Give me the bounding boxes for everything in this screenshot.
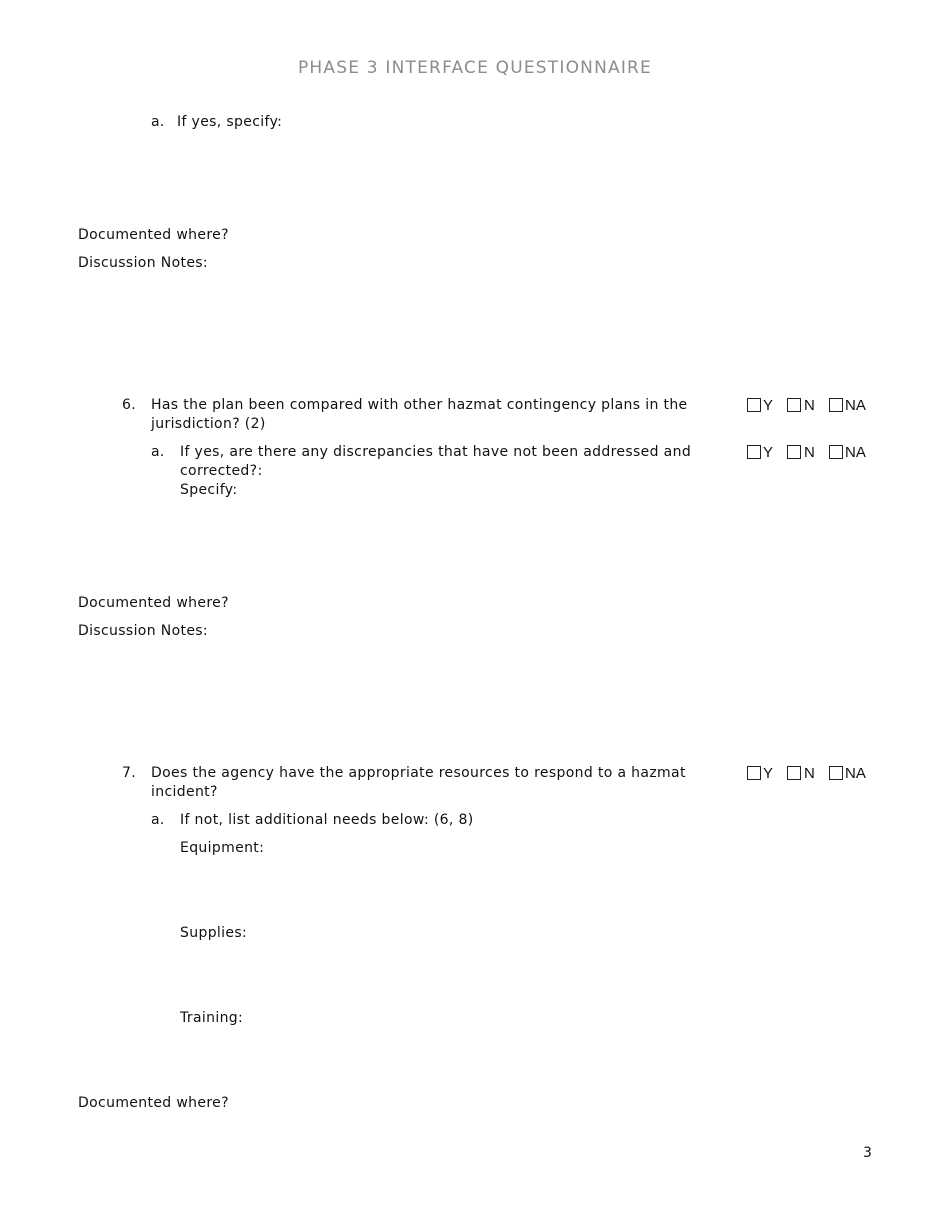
question-7a-marker: a. bbox=[151, 812, 165, 828]
q6-yes-checkbox[interactable] bbox=[747, 398, 761, 412]
q6a-no-label: N bbox=[804, 444, 815, 461]
q6a-na-checkbox[interactable] bbox=[829, 445, 843, 459]
question-6-number: 6. bbox=[121, 397, 136, 413]
question-7-number: 7. bbox=[121, 765, 136, 781]
item-5a-text: If yes, specify: bbox=[177, 114, 283, 130]
question-6a-text: If yes, are there any discrepancies that have not been addressed and corrected?: bbox=[180, 444, 692, 479]
q6-na-label: NA bbox=[845, 397, 866, 414]
q7-no-checkbox[interactable] bbox=[787, 766, 801, 780]
q7-no-label: N bbox=[804, 765, 815, 782]
q6-yes-label: Y bbox=[763, 397, 774, 414]
item-5a-marker: a. bbox=[151, 114, 165, 130]
discussion-notes-label: Discussion Notes: bbox=[78, 255, 209, 271]
q6-no-checkbox[interactable] bbox=[787, 398, 801, 412]
discussion-notes-label: Discussion Notes: bbox=[78, 623, 209, 639]
question-6a-marker: a. bbox=[151, 444, 165, 460]
q6-no-label: N bbox=[804, 397, 815, 414]
question-6a-specify-label: Specify: bbox=[180, 482, 238, 498]
documented-where-label: Documented where? bbox=[78, 227, 229, 243]
page-header-title: PHASE 3 INTERFACE QUESTIONNAIRE bbox=[297, 58, 653, 78]
q6a-yes-label: Y bbox=[763, 444, 774, 461]
q6a-na-label: NA bbox=[845, 444, 866, 461]
q6-na-checkbox[interactable] bbox=[829, 398, 843, 412]
supplies-label: Supplies: bbox=[180, 925, 248, 941]
q7-yes-label: Y bbox=[763, 765, 774, 782]
q6a-no-checkbox[interactable] bbox=[787, 445, 801, 459]
documented-where-label: Documented where? bbox=[78, 1095, 229, 1111]
question-7a-text: If not, list additional needs below: (6, 8) bbox=[180, 812, 474, 828]
training-label: Training: bbox=[180, 1010, 244, 1026]
question-6-text: Has the plan been compared with other hazmat contingency plans in the jurisdiction? (2) bbox=[151, 397, 688, 432]
q7-yes-checkbox[interactable] bbox=[747, 766, 761, 780]
documented-where-label: Documented where? bbox=[78, 595, 229, 611]
q6a-yes-checkbox[interactable] bbox=[747, 445, 761, 459]
question-7-text: Does the agency have the appropriate resources to respond to a hazmat incident? bbox=[151, 765, 686, 800]
q7-na-label: NA bbox=[845, 765, 866, 782]
page-number: 3 bbox=[863, 1145, 873, 1161]
q7-na-checkbox[interactable] bbox=[829, 766, 843, 780]
equipment-label: Equipment: bbox=[180, 840, 265, 856]
